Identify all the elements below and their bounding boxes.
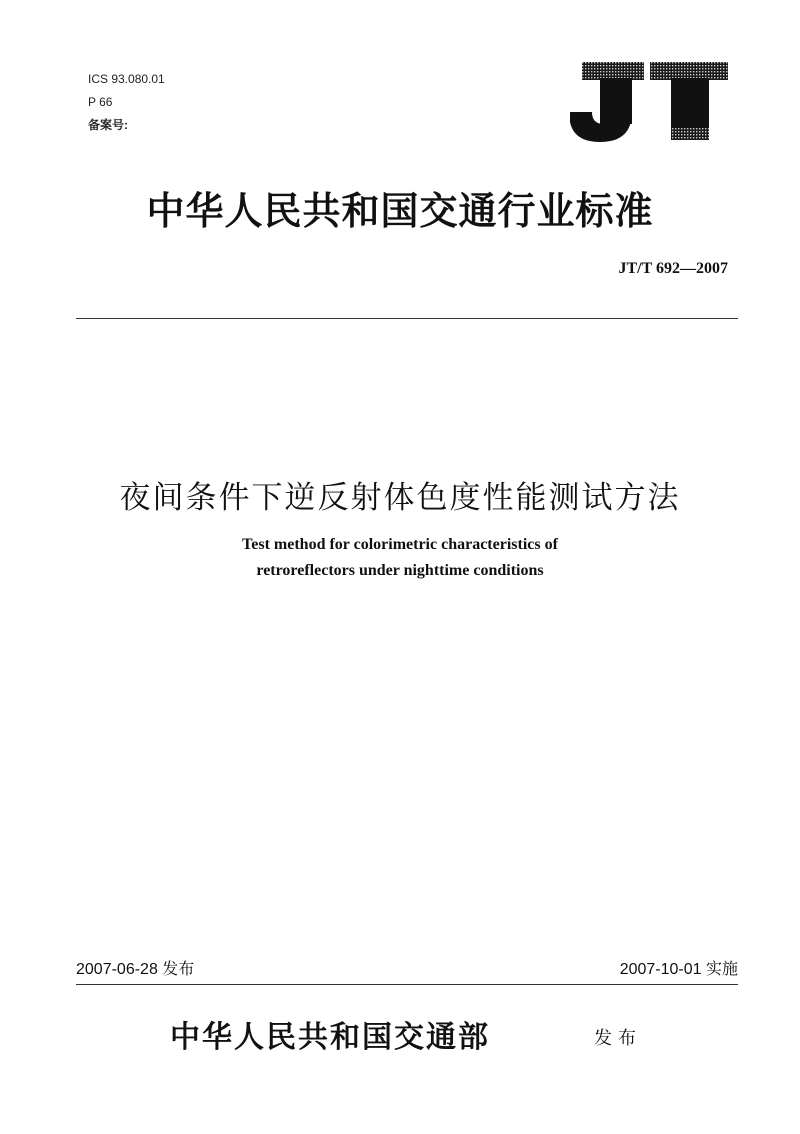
document-title-chinese: 夜间条件下逆反射体色度性能测试方法 [119,480,681,516]
standard-category-title: 中华人民共和国交通行业标准 [146,188,654,233]
bottom-divider [76,984,738,985]
document-title-english-line2: retroreflectors under nighttime conditions [256,562,544,579]
jt-logo [570,62,728,142]
publish-date: 2007-06-28 发布 [76,961,195,978]
implementation-date: 2007-10-01 实施 [619,961,738,978]
document-title-english-line1: Test method for colorimetric characteristics of [242,536,558,553]
ics-code: ICS 93.080.01 [88,72,165,86]
standard-number: JT/T 692—2007 [618,260,728,277]
issuing-authority: 中华人民共和国交通部 [170,1020,490,1055]
issue-label: 发布 [594,1028,642,1049]
top-divider [76,318,738,319]
category-code: P 66 [88,95,113,109]
record-number-label: 备案号: [88,118,128,132]
